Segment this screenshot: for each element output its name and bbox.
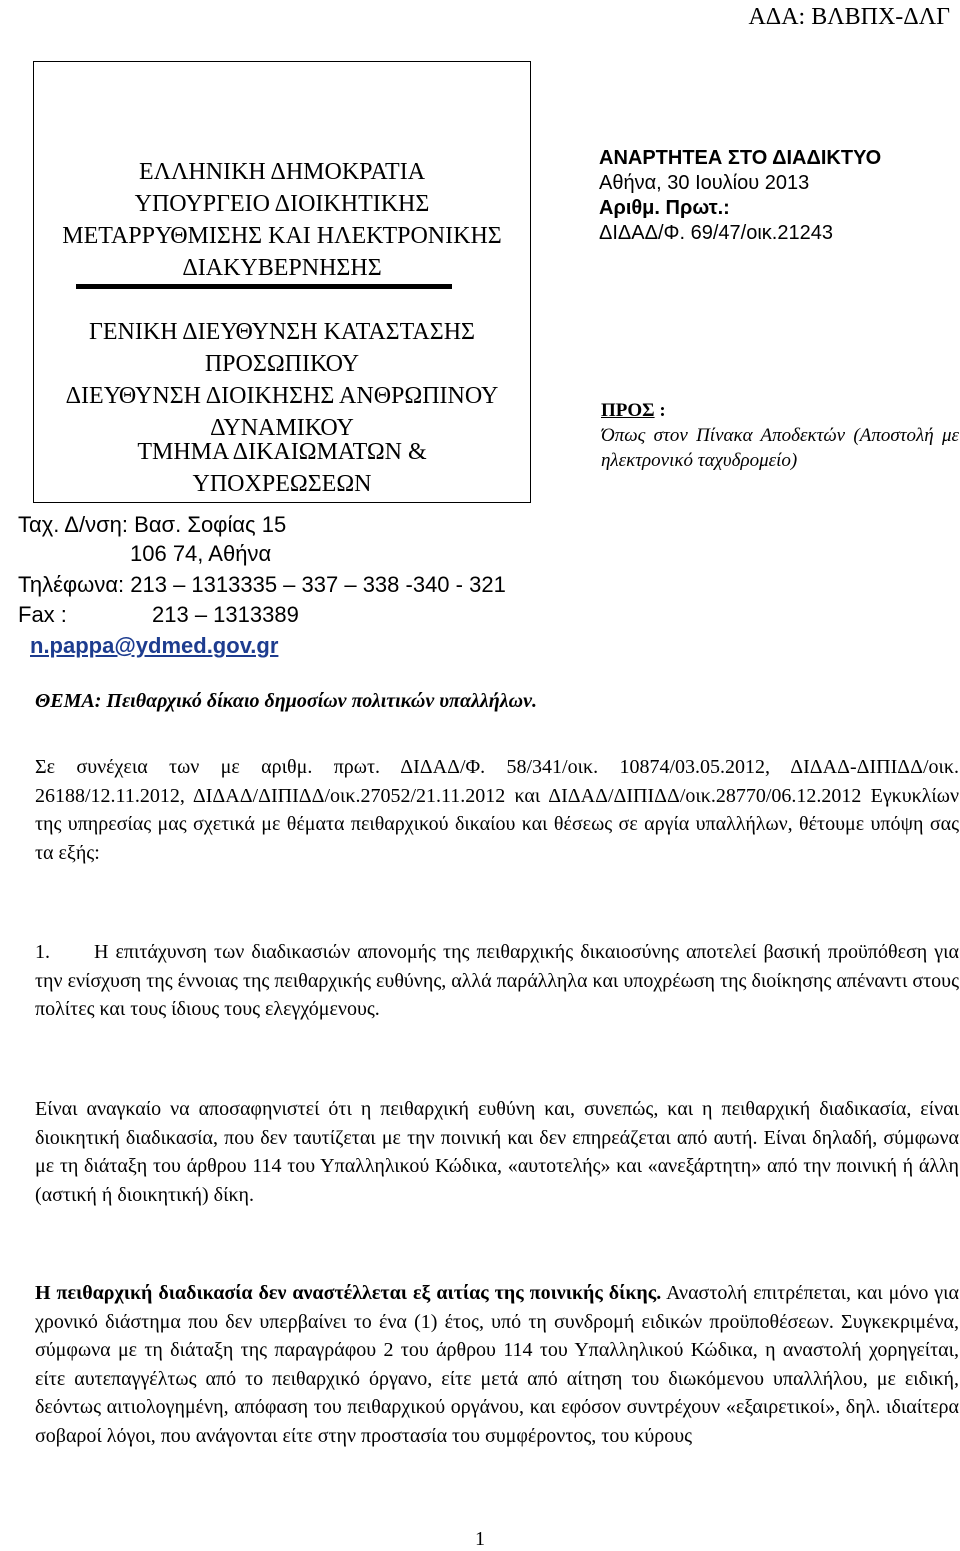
protocol-number: ΔΙΔΑΔ/Φ. 69/47/οικ.21243 xyxy=(599,222,833,244)
recipients-colon: : xyxy=(654,400,666,421)
right-header xyxy=(599,146,881,246)
address-city: 106 74, Αθήνα xyxy=(130,541,272,566)
address-phones: Τηλέφωνα: 213 – 1313335 – 337 – 338 -340 - 321 xyxy=(18,572,506,597)
sender-line: ΜΕΤΑΡΡΥΘΜΙΣΗΣ ΚΑΙ ΗΛΕΚΤΡΟΝΙΚΗΣ xyxy=(62,223,502,249)
recipients-block xyxy=(601,398,959,473)
divider-rule xyxy=(76,284,452,289)
sender-line: ΔΙΑΚΥΒΕΡΝΗΣΗΣ xyxy=(182,255,382,281)
ada-code: ΑΔΑ: ΒΛΒΠΧ-ΔΛΓ xyxy=(748,4,950,30)
sender-line: ΥΠΟΧΡΕΩΣΕΩΝ xyxy=(192,471,372,497)
document-date: Αθήνα, 30 Ιουλίου 2013 xyxy=(599,172,810,194)
paragraph-bold-lead: Η πειθαρχική διαδικασία δεν αναστέλλεται εξ αιτίας της ποινικής δίκης. xyxy=(35,1282,662,1304)
sender-line: ΥΠΟΥΡΓΕΙΟ ΔΙΟΙΚΗΤΙΚΗΣ xyxy=(134,191,430,217)
protocol-label: Αριθμ. Πρωτ.: xyxy=(599,197,730,219)
sender-line: ΕΛΛΗΝΙΚΗ ΔΗΜΟΚΡΑΤΙΑ xyxy=(138,159,426,185)
paragraph-3 xyxy=(35,1279,959,1450)
sender-line: ΤΜΗΜΑ ΔΙΚΑΙΩΜΑΤΩΝ & xyxy=(137,439,427,465)
sender-box xyxy=(33,61,531,503)
fax-number: 213 – 1313389 xyxy=(152,602,299,627)
paragraph-number: 1. xyxy=(35,941,50,963)
publish-notice: ΑΝΑΡΤΗΤΕΑ ΣΤΟ ΔΙΑΔΙΚΤΥΟ xyxy=(599,147,882,169)
subject-line: ΘΕΜΑ: Πειθαρχικό δίκαιο δημοσίων πολιτικών υπαλλήλων. xyxy=(35,690,537,712)
email-link[interactable]: n.pappa@ydmed.gov.gr xyxy=(30,633,279,658)
paragraph-2: Είναι αναγκαίο να αποσαφηνιστεί ότι η πειθαρχική ευθύνη και, συνεπώς, και η πειθαρχική διαδικασία, είναι διοικητική διαδικασία, που δεν ταυτίζεται με την ποινική και δεν επηρεάζεται από αυτή. Είναι δηλαδή, σύμφωνα με τη διάταξη του άρθρου 114 του Υπαλληλικού Κώδικα, «αυτοτελής» και «ανεξάρτητη» από την ποινική ή άλλη (αστική ή διοικητική) δίκη. xyxy=(35,1098,959,1206)
sender-line: ΔΥΝΑΜΙΚΟΥ xyxy=(210,415,354,441)
sender-line: ΔΙΕΥΘΥΝΣΗ ΔΙΟΙΚΗΣΗΣ ΑΝΘΡΩΠΙΝΟΥ xyxy=(65,383,499,409)
paragraph-intro: Σε συνέχεια των με αριθμ. πρωτ. ΔΙΔΑΔ/Φ. 58/341/οικ. 10874/03.05.2012, ΔΙΔΑΔ-ΔΙΠΙΔΔ/οικ. 26188/12.11.2012, ΔΙΔΑΔ/ΔΙΠΙΔΔ/οικ.27052/21.11.2012 και ΔΙΔΑΔ/ΔΙΠΙΔΔ/οικ.28770/06.12.2012 Εγκυκλίων της υπηρεσίας μας σχετικά με θέματα πειθαρχικού δικαίου και θέσεως σε αργία υπαλλήλων, θέτουμε υπόψη σας τα εξής: xyxy=(35,756,959,864)
recipients-label: ΠΡΟΣ xyxy=(601,400,655,421)
sender-line: ΓΕΝΙΚΗ ΔΙΕΥΘΥΝΣΗ ΚΑΤΑΣΤΑΣΗΣ xyxy=(89,319,475,345)
address-street: Ταχ. Δ/νση: Βασ. Σοφίας 15 xyxy=(18,512,287,537)
page-number: 1 xyxy=(475,1528,485,1550)
paragraph-text: Η επιτάχυνση των διαδικασιών απονομής της πειθαρχικής δικαιοσύνης αποτελεί βασική προϋπόθεση για την ενίσχυση της έννοιας της πειθαρχικής ευθύνης, αλλά παράλληλα και υποχρέωση της διοίκησης απέναντι στους πολίτες και τους ίδιους τους ελεγχόμενους. xyxy=(35,941,959,1020)
sender-line: ΠΡΟΣΩΠΙΚΟΥ xyxy=(204,351,360,377)
paragraph-text: Αναστολή επιτρέπεται, και μόνο για χρονικό διάστημα που δεν υπερβαίνει το ένα (1) έτος, υπό τη συνδρομή ειδικών προϋποθέσεων. Συγκεκριμένα, σύμφωνα με τη διάταξη της παραγράφου 2 του άρθρου 114 του Υπαλληλικού Κώδικα, η αναστολή χορηγείται, είτε αυτεπαγγέλτως από το πειθαρχικό όργανο, είτε μετά από αίτηση του διωκόμενου υπαλλήλου, με ειδική, δεόντως αιτιολογημένη, απόφαση του πειθαρχικού οργάνου, και εφόσον συντρέχουν «εξαιρετικοί», δηλ. ιδιαίτερα σοβαροί λόγοι, που ανάγονται είτε στην προστασία του συμφέροντος, του κύρους xyxy=(35,1282,960,1447)
paragraph-1 xyxy=(35,938,959,1024)
recipients-text: Όπως στον Πίνακα Αποδεκτών (Αποστολή με ηλεκτρονικό ταχυδρομείο) xyxy=(601,425,959,471)
fax-label: Fax : xyxy=(18,602,67,627)
